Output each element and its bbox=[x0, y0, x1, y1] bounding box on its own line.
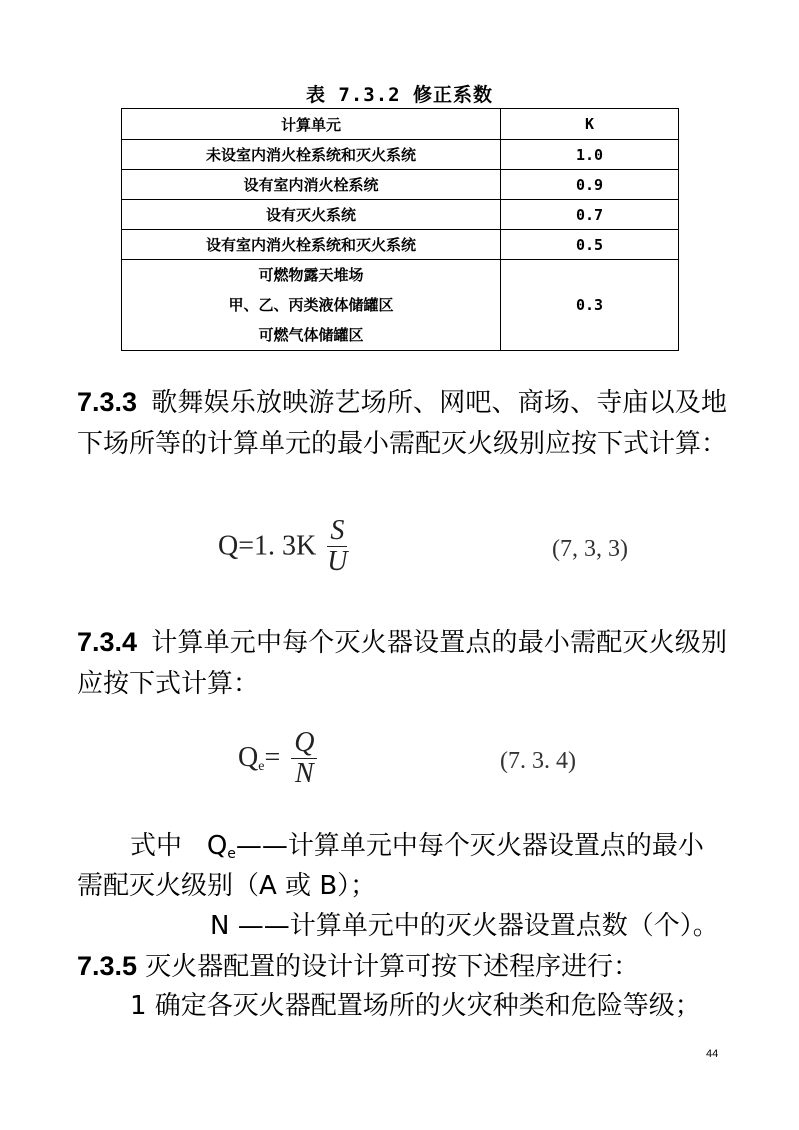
row-k: 0.3 bbox=[501, 260, 679, 351]
formula-fraction bbox=[327, 516, 347, 577]
formula-numerator: Q bbox=[291, 728, 317, 759]
where-line-q-cont: 需配灭火级别（A 或 B）； bbox=[77, 871, 377, 901]
where-intro: 式中 bbox=[130, 831, 183, 861]
section-number: 7.3.4 bbox=[77, 627, 138, 657]
section-number: 7.3.3 bbox=[77, 387, 138, 417]
formula-subscript: e bbox=[258, 759, 265, 774]
q-description: ——计算单元中每个灭火器设置点的最小 bbox=[235, 831, 704, 861]
section-number: 7.3.5 bbox=[77, 951, 138, 981]
section-text: 计算单元中每个灭火器设置点的最小需配灭火级别应按下式计算： bbox=[77, 628, 727, 699]
q-symbol: Q bbox=[206, 831, 228, 861]
formula-symbol: Q bbox=[238, 742, 259, 773]
formula-7-3-4 bbox=[238, 728, 317, 789]
row-k: 1.0 bbox=[501, 140, 679, 170]
row-k: 0.5 bbox=[501, 230, 679, 260]
q-subscript: e bbox=[227, 846, 236, 862]
table-row bbox=[122, 200, 679, 230]
row-unit-line: 可燃气体储罐区 bbox=[258, 326, 364, 344]
table-title: 表 7.3.2 修正系数 bbox=[305, 84, 494, 106]
formula-lhs: Q=1. 3K bbox=[218, 530, 317, 562]
header-unit: 计算单元 bbox=[122, 109, 501, 140]
table-header-row bbox=[122, 109, 679, 140]
row-unit: 未设室内消火栓系统和灭火系统 bbox=[122, 140, 501, 170]
table-row bbox=[122, 170, 679, 200]
row-unit-line: 甲、乙、丙类液体储罐区 bbox=[228, 296, 394, 314]
section-text: 歌舞娱乐放映游艺场所、网吧、商场、寺庙以及地下场所等的计算单元的最小需配灭火级别应按下式计算： bbox=[77, 388, 728, 459]
formula-number: (7, 3, 3) bbox=[552, 536, 628, 562]
row-unit-line: 可燃物露天堆场 bbox=[258, 266, 364, 284]
section-text: 灭火器配置的设计计算可按下述程序进行： bbox=[145, 952, 640, 982]
formula-number: (7. 3. 4) bbox=[500, 748, 576, 774]
row-unit-multi bbox=[122, 260, 501, 351]
section-7-3-4 bbox=[77, 622, 727, 705]
formula-7-3-3 bbox=[218, 516, 347, 577]
row-k: 0.7 bbox=[501, 200, 679, 230]
row-unit: 设有室内消火栓系统 bbox=[122, 170, 501, 200]
row-unit: 设有室内消火栓系统和灭火系统 bbox=[122, 230, 501, 260]
formula-fraction bbox=[291, 728, 317, 789]
formula-denominator: U bbox=[327, 546, 348, 577]
coefficient-table bbox=[121, 108, 679, 351]
section-7-3-5 bbox=[77, 946, 639, 987]
where-line-n: N ——计算单元中的灭火器设置点数（个）。 bbox=[210, 911, 719, 941]
table-row-multi bbox=[122, 260, 679, 351]
table-row bbox=[122, 140, 679, 170]
table-row bbox=[122, 230, 679, 260]
formula-equals: = bbox=[264, 742, 281, 773]
header-k: K bbox=[501, 109, 679, 140]
formula-lhs bbox=[238, 742, 280, 773]
list-item: 1 确定各灭火器配置场所的火灾种类和危险等级； bbox=[130, 991, 701, 1021]
formula-denominator: N bbox=[295, 758, 314, 789]
page-number: 44 bbox=[706, 1048, 719, 1060]
formula-numerator: S bbox=[327, 516, 347, 547]
row-k: 0.9 bbox=[501, 170, 679, 200]
section-7-3-3 bbox=[77, 382, 727, 465]
row-unit: 设有灭火系统 bbox=[122, 200, 501, 230]
